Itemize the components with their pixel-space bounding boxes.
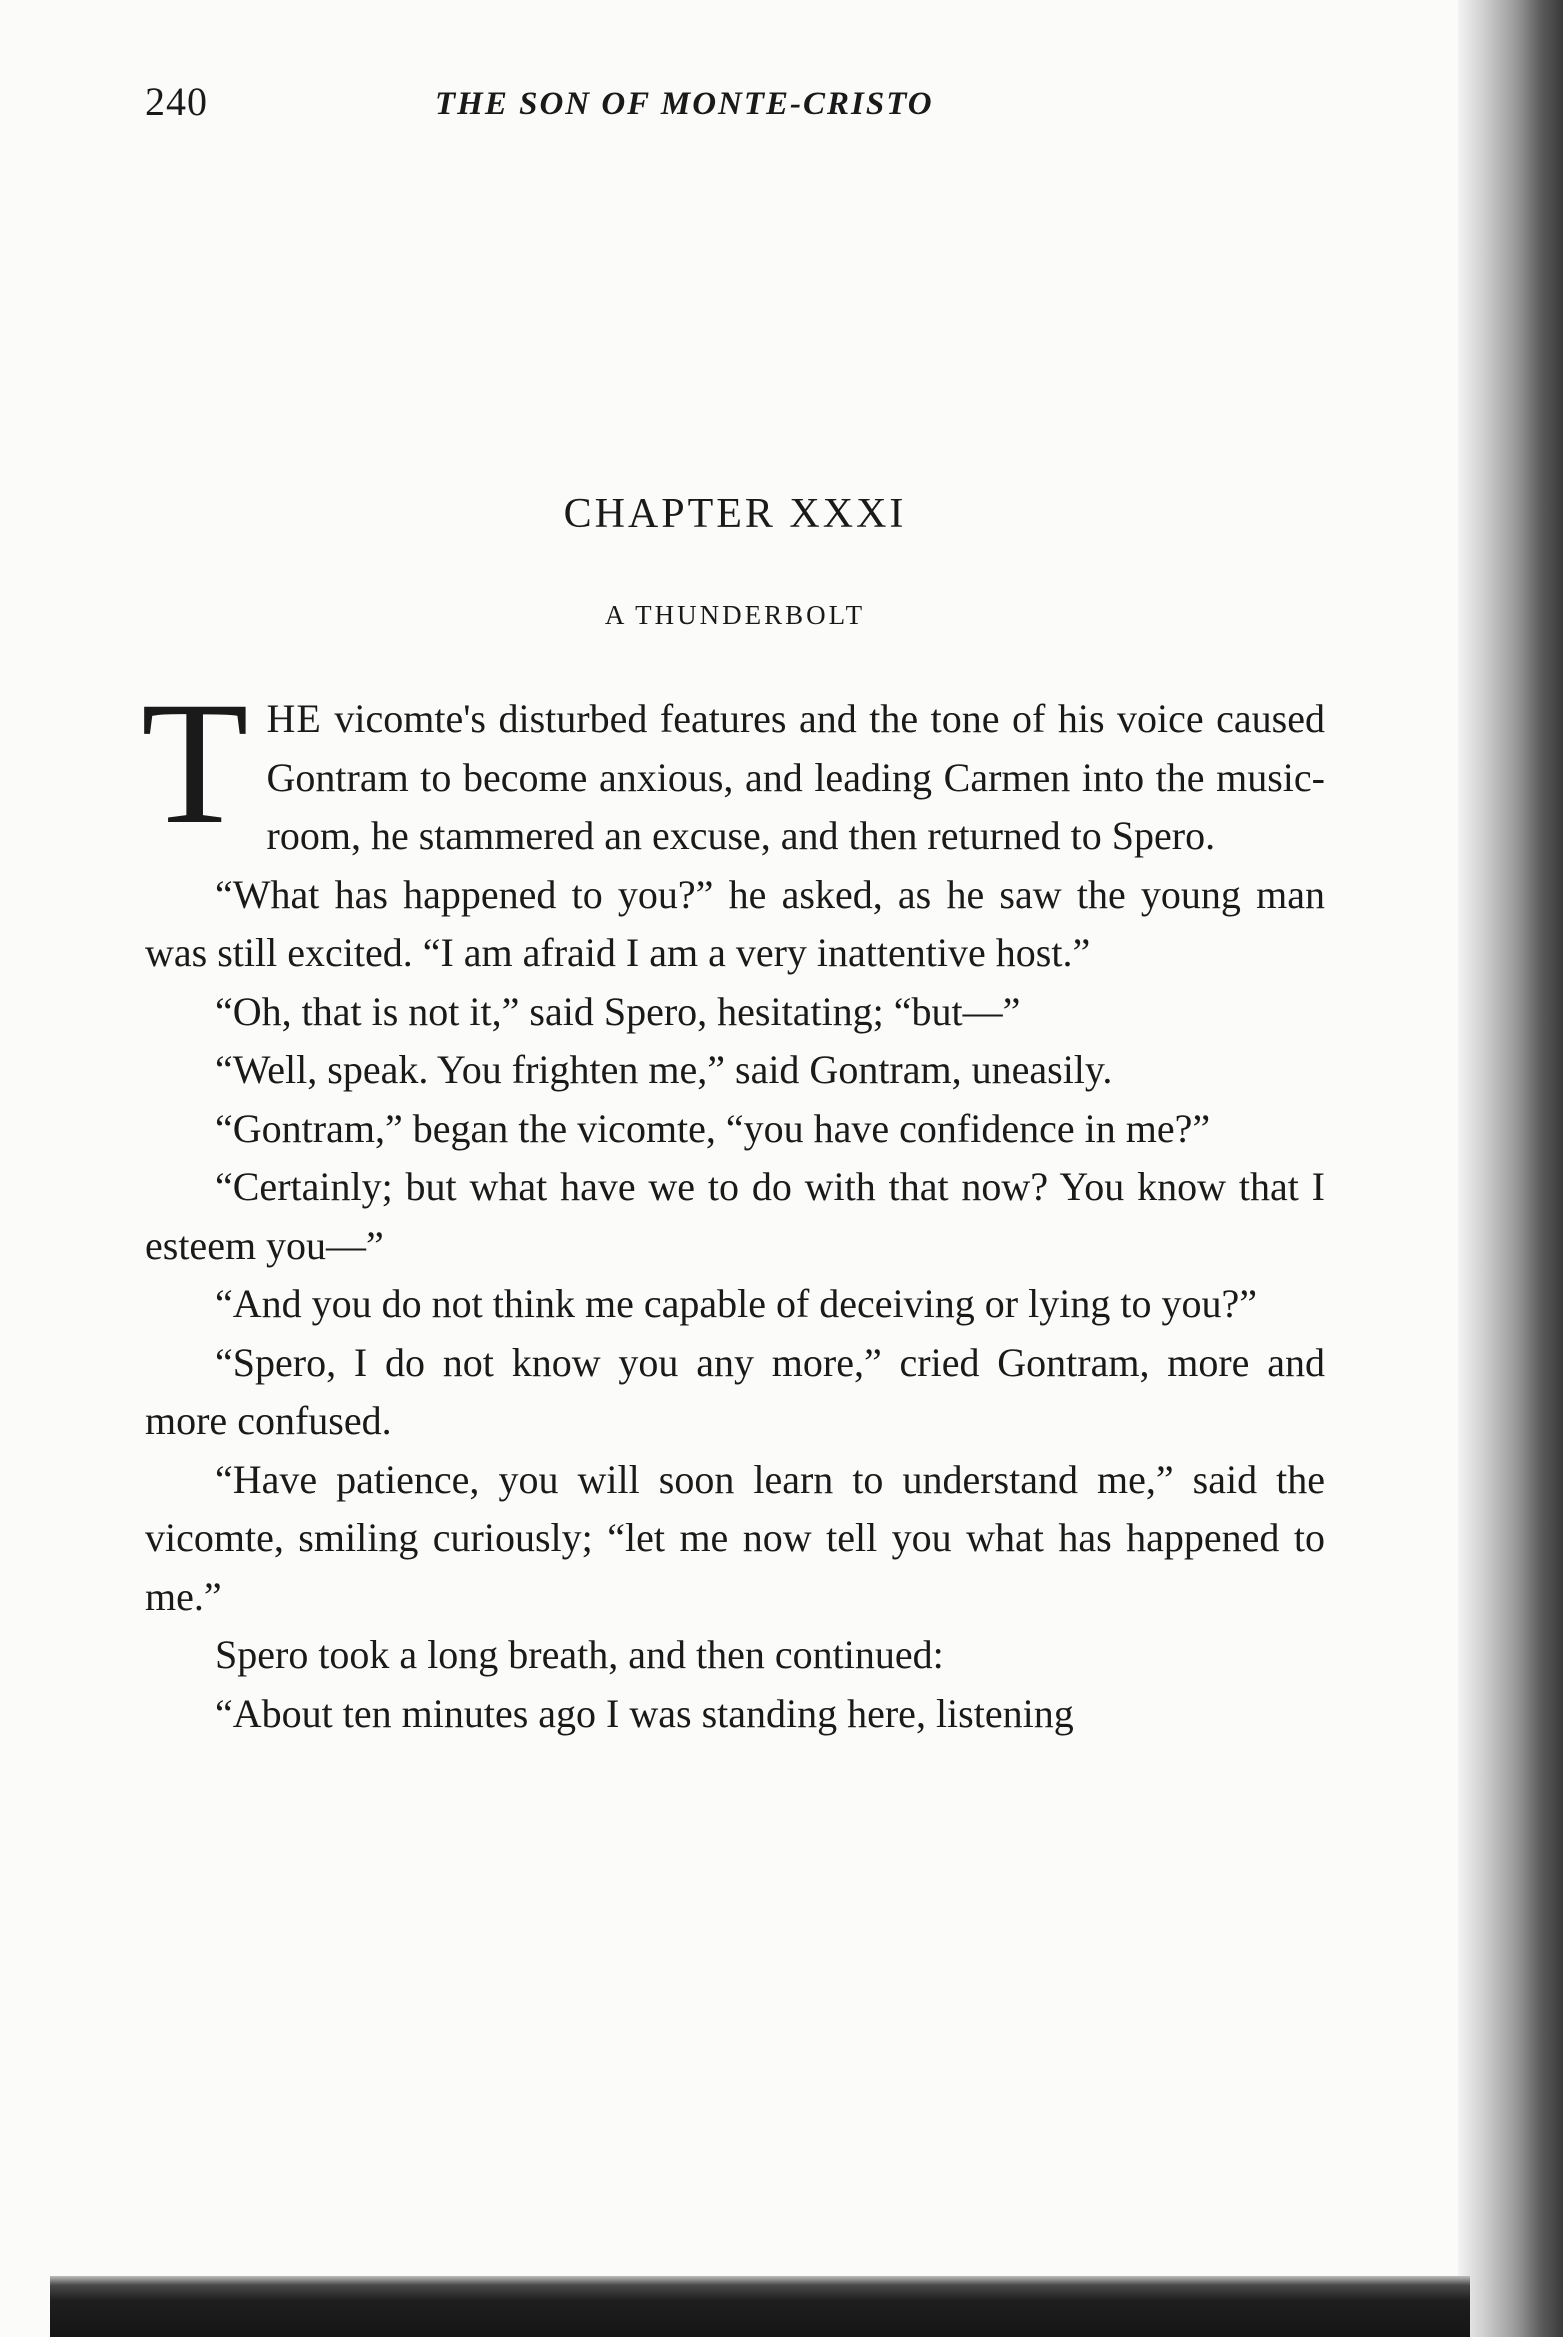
- body-text: [141, 666, 1325, 1743]
- page-header: [145, 78, 1325, 138]
- paragraph: “Spero, I do not know you any more,” cried Gontram, more and more confused.: [145, 1339, 1325, 1443]
- paragraph: “Have patience, you will soon learn to understand me,” said the vicomte, smiling curiously; “let me now tell you what has happened to me.”: [145, 1456, 1325, 1619]
- chapter-title: CHAPTER XXXI: [563, 491, 907, 537]
- page-number: 240: [145, 79, 208, 124]
- scan-bottom-band: [50, 2276, 1470, 2337]
- paragraph: “About ten minutes ago I was standing here, listening: [215, 1690, 1074, 1736]
- opening-paragraph-text: vicomte's disturbed features and the tone of his voice caused Gontram to become anxious, and leading Carmen into the music-room, he stammered an excuse, and then returned to Spero.: [266, 696, 1325, 858]
- paragraph: Spero took a long breath, and then continued:: [215, 1632, 944, 1677]
- chapter-subtitle: A THUNDERBOLT: [604, 600, 866, 630]
- page-edge-shadow: [1458, 0, 1563, 2337]
- paragraph: “Gontram,” began the vicomte, “you have confidence in me?”: [215, 1105, 1211, 1151]
- opening-paragraph: [141, 666, 1325, 866]
- paragraph: “And you do not think me capable of deceiving or lying to you?”: [215, 1281, 1257, 1326]
- drop-cap: T: [141, 666, 249, 861]
- paragraph: “Certainly; but what have we to do with that now? You know that I esteem you—”: [145, 1164, 1325, 1268]
- paragraph: “What has happened to you?” he asked, as he saw the young man was still excited. “I am afraid I am a very inattentive host.”: [145, 871, 1325, 975]
- paragraph: “Well, speak. You frighten me,” said Gontram, uneasily.: [215, 1047, 1113, 1092]
- running-title: THE SON OF MONTE-CRISTO: [435, 86, 934, 122]
- opening-word: HE: [266, 696, 322, 741]
- paragraph: “Oh, that is not it,” said Spero, hesitating; “but—”: [215, 988, 1021, 1034]
